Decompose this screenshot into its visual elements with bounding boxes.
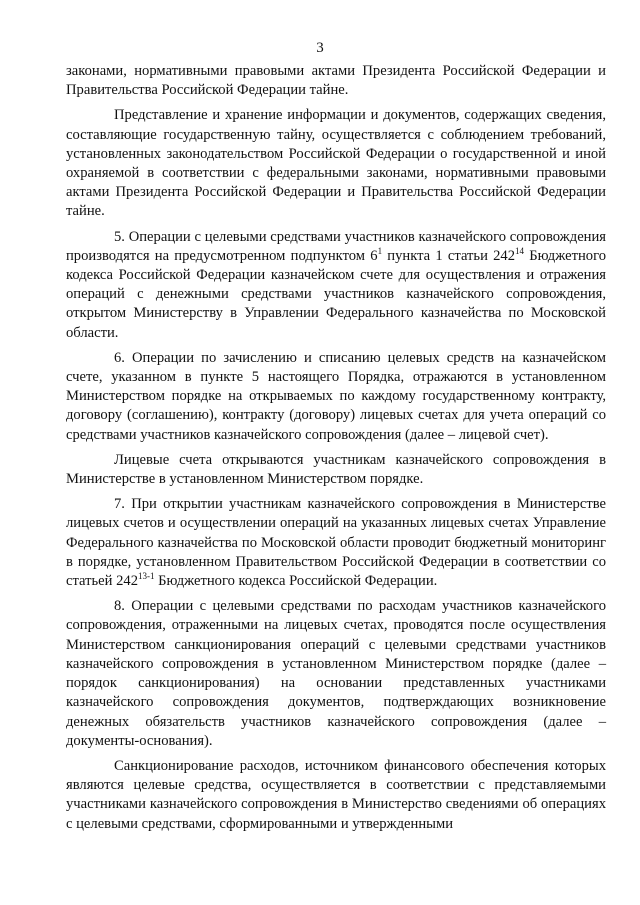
paragraph xyxy=(66,495,606,591)
paragraph-text: Бюджетного кодекса Российской Федерации. xyxy=(154,573,438,590)
superscript-index: 14 xyxy=(515,245,525,256)
paragraph-text: 8. Операции с целевыми средствами по расходам участников казначейского сопровождения, отраженными на лицевых счетах, проводятся после осуществления Министерством санкционирования операций с целевыми средствами участников казначейского сопровождения в установленном Министерством порядке (далее – порядок санкционирования) на основании представленных участниками казначейского сопровождения документов, подтверждающих возникновение денежных обязательств участников казначейского сопровождения (далее – документы-основания). xyxy=(66,598,606,749)
paragraph-text: пункта 1 статьи 242 xyxy=(382,247,516,264)
page-number: 3 xyxy=(316,40,324,56)
paragraph xyxy=(66,349,606,445)
paragraph xyxy=(66,228,606,343)
paragraph-text: Санкционирование расходов, источником финансового обеспечения которых являются целевые средства, осуществляется в соответствии с представляемыми участниками казначейского сопровождения в Министерство сведениями об операциях с целевыми средствами, сформированными и утвержденными xyxy=(66,757,606,832)
paragraph-text: законами, нормативными правовыми актами Президента Российской Федерации и Правительства Российской Федерации тайне. xyxy=(66,63,606,99)
paragraph xyxy=(66,451,606,489)
paragraph xyxy=(66,62,606,100)
paragraph xyxy=(66,106,606,221)
superscript-index: 13-1 xyxy=(138,571,155,582)
paragraph-text: 7. При открытии участникам казначейского сопровождения в Министерстве лицевых счетов и осуществлении операций на указанных лицевых счетах Управление Федерального казначейства по Московской области проводит бюджетный мониторинг в порядке, установленном Правительством Российской Федерации в соответствии со статьей 242 xyxy=(66,496,606,590)
paragraph-text: Лицевые счета открываются участникам казначейского сопровождения в Министерстве в установленном Министерством порядке. xyxy=(66,451,606,488)
document-body xyxy=(66,62,606,840)
paragraph-text: Представление и хранение информации и документов, содержащих сведения, составляющие государственную тайну, осуществляется с соблюдением требований, установленных законодательством Российской Федерации о государственной и иной охраняемой в соответствии с федеральными законами, нормативными правовыми актами Президента Российской Федерации и Правительства Российской Федерации тайне. xyxy=(66,107,606,220)
superscript-index: 1 xyxy=(377,245,383,256)
paragraph-text: 5. Операции с целевыми средствами участников казначейского сопровождения производятся на предусмотренном подпунктом 6 xyxy=(66,228,606,264)
paragraph xyxy=(66,757,606,834)
paragraph-text: Бюджетного кодекса Российской Федерации казначейском счете для осуществления и отражения операций с денежными средствами участников казначейского сопровождения, открытом Министерству в Управлении Федерального казначейства по Московской области. xyxy=(66,247,606,341)
paragraph xyxy=(66,597,606,751)
paragraph-text: 6. Операции по зачислению и списанию целевых средств на казначейском счете, указанном в пункте 5 настоящего Порядка, отражаются в установленном Министерством порядке на открываемых по каждому государственному контракту, договору (соглашению), контракту (договору) лицевых счетах для учета операций со средствами участников казначейского сопровождения (далее – лицевой счет). xyxy=(66,349,606,443)
